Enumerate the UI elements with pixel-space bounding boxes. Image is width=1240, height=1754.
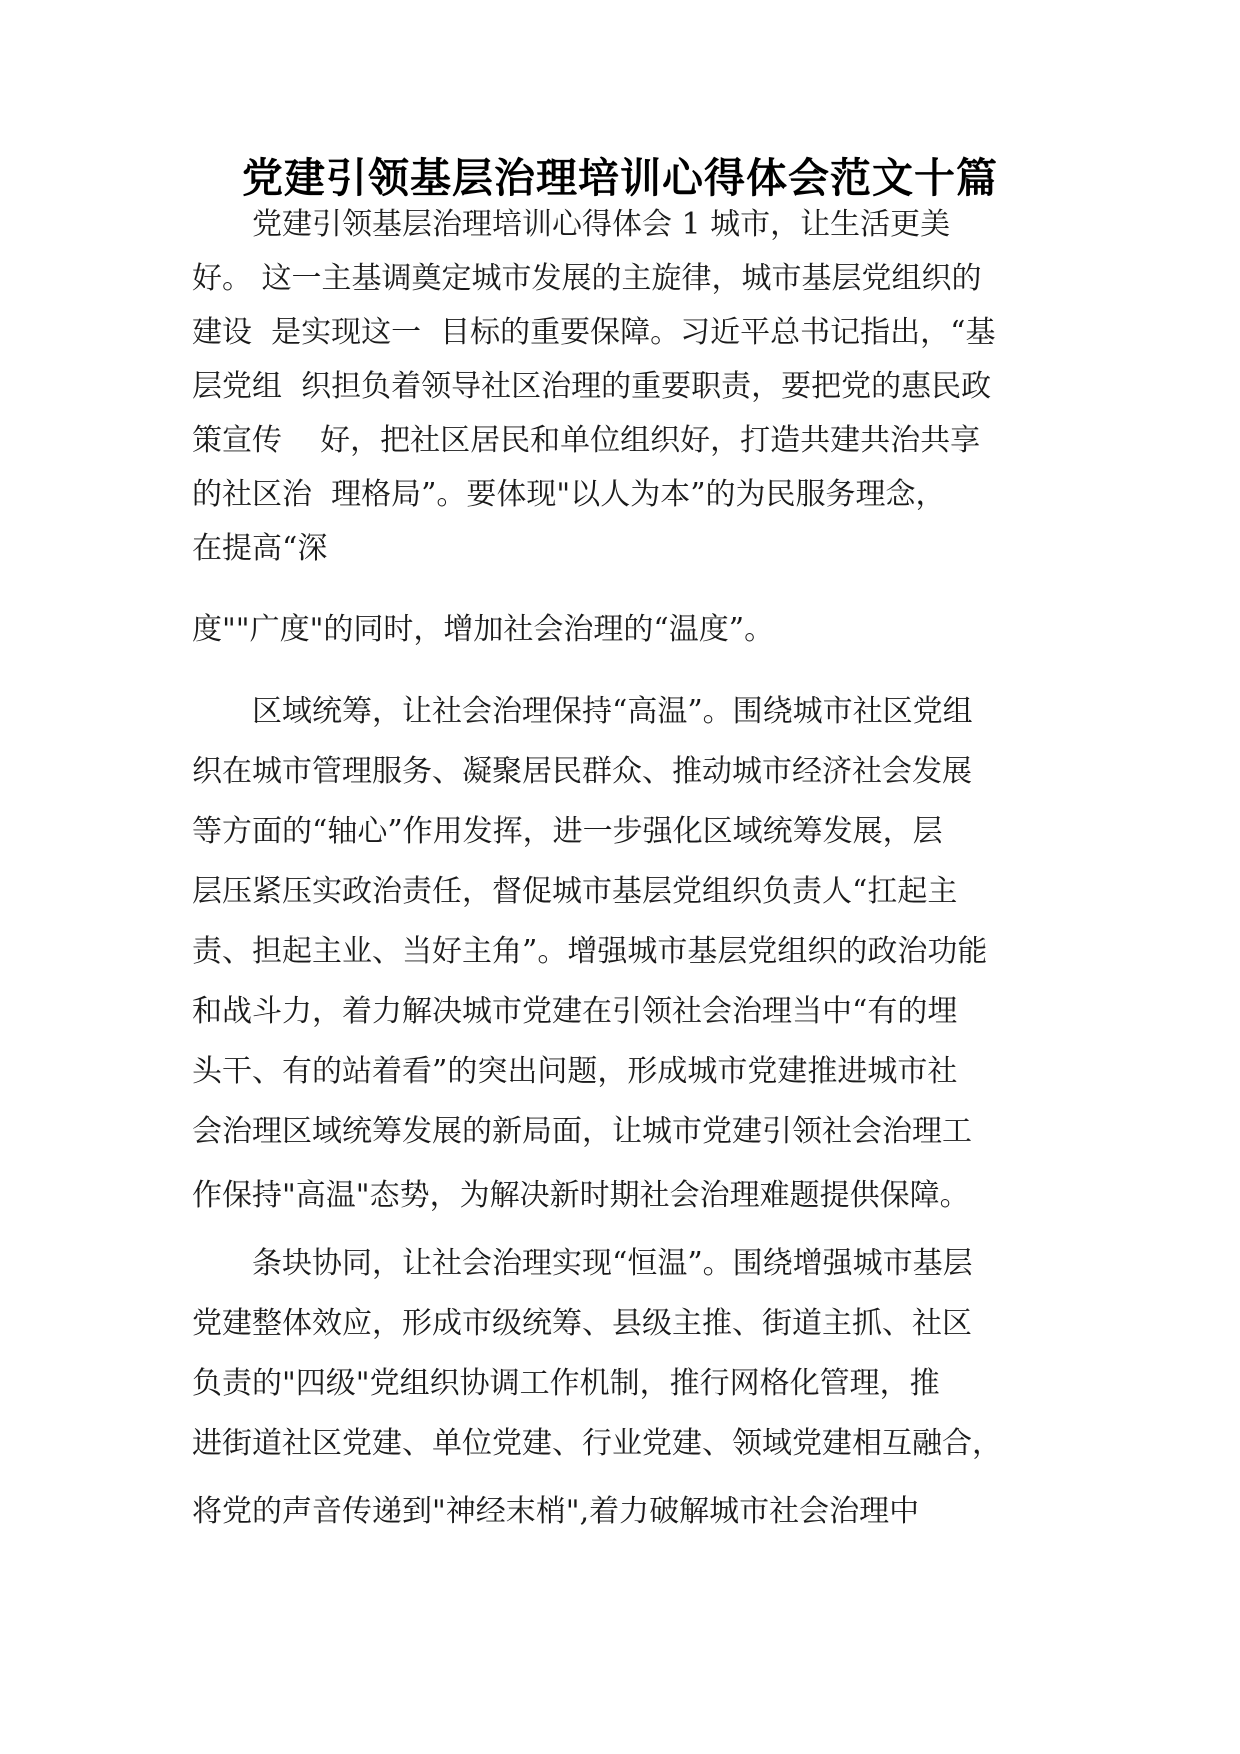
paragraph-line: 作保持"高温"态势，为解决新时期社会治理难题提供保障。 <box>192 1178 970 1213</box>
paragraph-line: 头干、有的站着看”的突出问题，形成城市党建推进城市社 <box>192 1054 958 1089</box>
paragraph-line: 等方面的“轴心”作用发挥，进一步强化区域统筹发展，层 <box>192 814 943 849</box>
paragraph-line: 区域统筹，让社会治理保持“高温”。围绕城市社区党组 <box>192 694 973 729</box>
paragraph-line: 将党的声音传递到"神经末梢",着力破解城市社会治理中 <box>192 1494 920 1529</box>
paragraph-line: 会治理区域统筹发展的新局面，让城市党建引领社会治理工 <box>192 1114 972 1149</box>
paragraph-line: 好。 这一主基调奠定城市发展的主旋律，城市基层党组织的 <box>192 261 982 296</box>
paragraph-line: 策宣传 好，把社区居民和单位组织好，打造共建共治共享 <box>192 423 981 458</box>
paragraph-line: 层党组 织担负着领导社区治理的重要职责，要把党的惠民政 <box>192 369 992 404</box>
paragraph-line: 建设 是实现这一 目标的重要保障。习近平总书记指出，“基 <box>192 315 996 350</box>
paragraph-line: 在提高“深 <box>192 531 328 566</box>
paragraph-line: 度""广度"的同时，增加社会治理的“温度”。 <box>192 612 775 647</box>
paragraph-line: 和战斗力，着力解决城市党建在引领社会治理当中“有的埋 <box>192 994 958 1029</box>
paragraph-line: 织在城市管理服务、凝聚居民群众、推动城市经济社会发展 <box>192 754 972 789</box>
paragraph-line: 党建整体效应，形成市级统筹、县级主推、街道主抓、社区 <box>192 1306 972 1341</box>
paragraph-line: 进街道社区党建、单位党建、行业党建、领域党建相互融合， <box>192 1426 1002 1461</box>
paragraph-line: 责、担起主业、当好主角”。增强城市基层党组织的政治功能 <box>192 934 988 969</box>
paragraph-line: 党建引领基层治理培训心得体会 1 城市，让生活更美 <box>192 207 951 242</box>
paragraph-line: 负责的"四级"党组织协调工作机制，推行网格化管理，推 <box>192 1366 940 1401</box>
document-title: 党建引领基层治理培训心得体会范文十篇 <box>242 154 998 202</box>
paragraph-line: 的社区治 理格局”。要体现"以人为本”的为民服务理念， <box>192 477 946 512</box>
paragraph-line: 条块协同，让社会治理实现“恒温”。围绕增强城市基层 <box>192 1246 973 1281</box>
paragraph-line: 层压紧压实政治责任，督促城市基层党组织负责人“扛起主 <box>192 874 958 909</box>
